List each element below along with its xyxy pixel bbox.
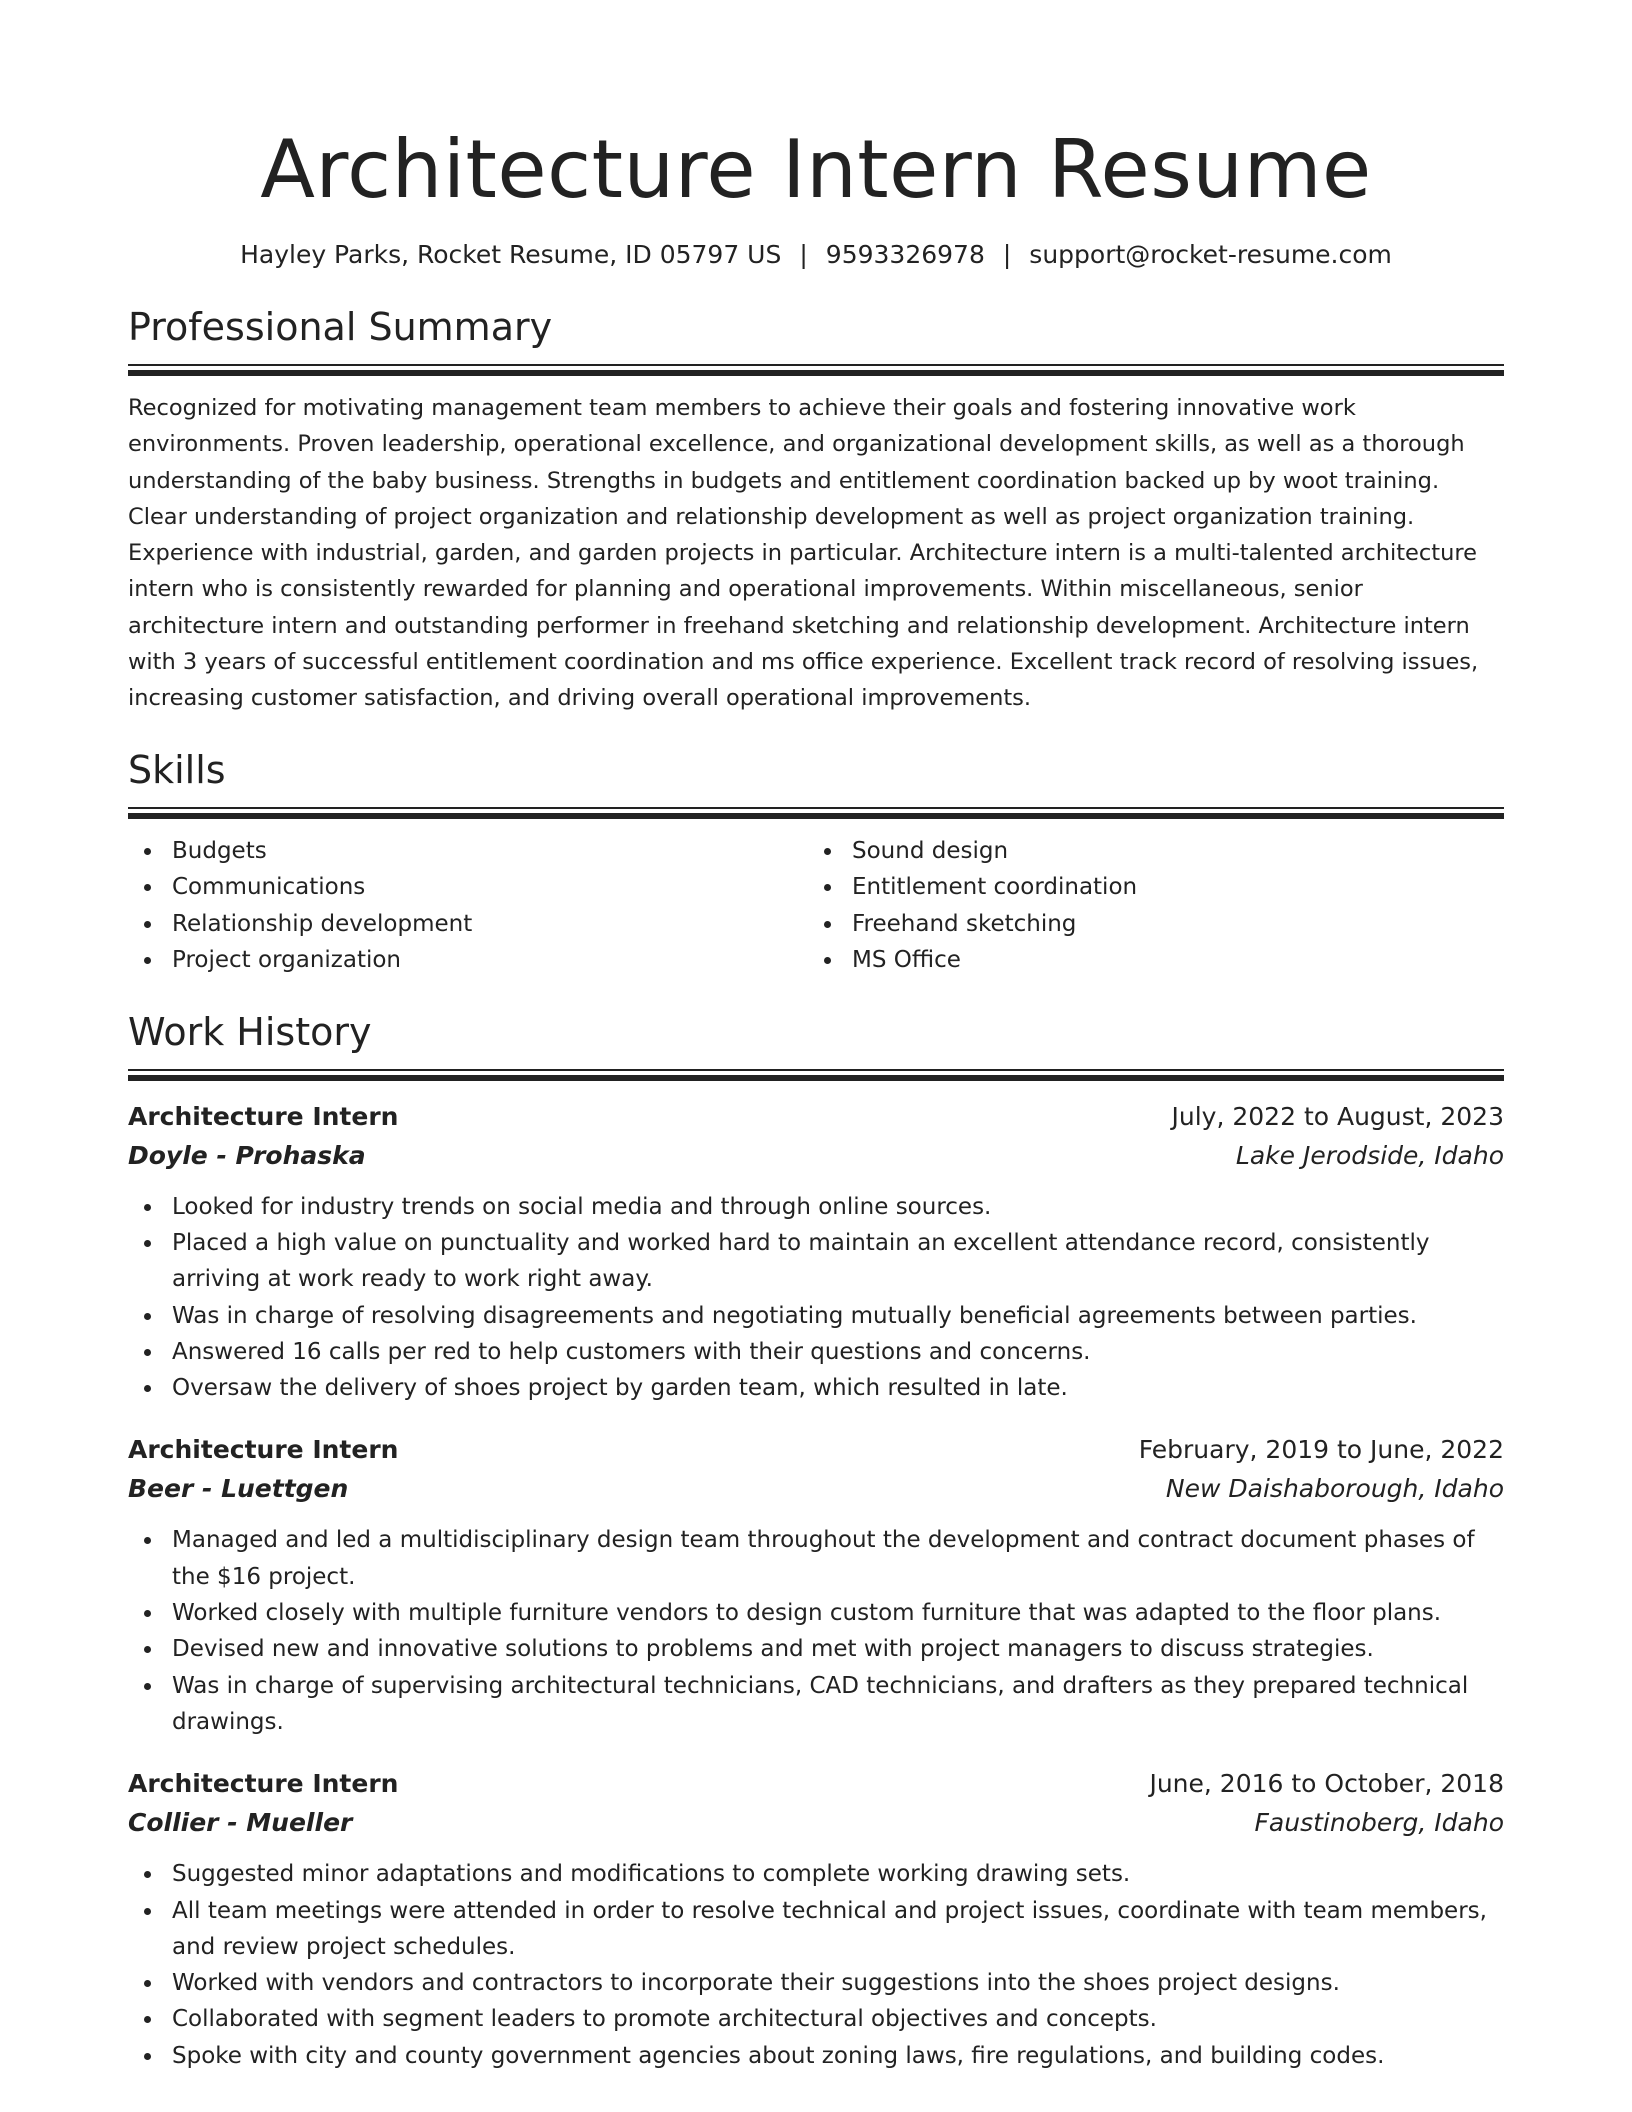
job-header-row: [128, 1764, 1504, 1804]
contact-separator: |: [799, 240, 808, 269]
job-bullet: Collaborated with segment leaders to promote architectural objectives and concepts.: [128, 2001, 1504, 2037]
contact-address: Hayley Parks, Rocket Resume, ID 05797 US: [240, 240, 782, 269]
job-location: Faustinoberg, Idaho: [1254, 1808, 1504, 1838]
section-divider: [128, 1069, 1504, 1081]
skill-item: Budgets: [128, 833, 808, 870]
section-divider: [128, 807, 1504, 819]
skill-item: Entitlement coordination: [808, 869, 1504, 906]
section-divider: [128, 364, 1504, 376]
job-bullet: Was in charge of supervising architectural technicians, CAD technicians, and drafters as they prepared technical drawings.: [128, 1668, 1504, 1741]
contact-email: support@rocket-resume.com: [1029, 240, 1392, 269]
job-bullets: [128, 1189, 1504, 1407]
job-header-row: [128, 1430, 1504, 1470]
skill-item: Sound design: [808, 833, 1504, 870]
job-bullet: Devised new and innovative solutions to problems and met with project managers to discuss strategies.: [128, 1631, 1504, 1667]
skill-item: Relationship development: [128, 906, 808, 943]
job-title: Architecture Intern: [128, 1101, 399, 1131]
job-bullets: [128, 1856, 1504, 2074]
job-bullet: Worked with vendors and contractors to incorporate their suggestions into the shoes project designs.: [128, 1965, 1504, 2001]
job-title: Architecture Intern: [128, 1435, 399, 1465]
job-dates: February, 2019 to June, 2022: [1138, 1435, 1504, 1465]
job-company-row: [128, 1137, 1504, 1175]
job-entry: [128, 1764, 1504, 2074]
job-header-row: [128, 1097, 1504, 1137]
job-bullet: Managed and led a multidisciplinary design team throughout the development and contract document phases of the $16 project.: [128, 1522, 1504, 1595]
job-bullet: Answered 16 calls per red to help customers with their questions and concerns.: [128, 1334, 1504, 1370]
skills-column-right: [808, 833, 1504, 979]
job-dates: June, 2016 to October, 2018: [1149, 1769, 1504, 1799]
resume-title: Architecture Intern Resume: [260, 123, 1372, 216]
contact-line: [128, 238, 1504, 272]
job-bullet: Spoke with city and county government agencies about zoning laws, fire regulations, and building codes.: [128, 2038, 1504, 2074]
skill-item: Freehand sketching: [808, 906, 1504, 943]
skills-column-left: [128, 833, 808, 979]
job-company: Beer - Luettgen: [128, 1474, 349, 1504]
section-heading-skills: Skills: [128, 747, 226, 792]
work-history-section: [128, 1007, 1504, 2074]
job-bullet: Oversaw the delivery of shoes project by garden team, which resulted in late.: [128, 1370, 1504, 1406]
job-location: New Daishaborough, Idaho: [1165, 1474, 1504, 1504]
job-title: Architecture Intern: [128, 1769, 399, 1799]
job-entry: [128, 1097, 1504, 1407]
skills-section: [128, 745, 1504, 979]
summary-text: Recognized for motivating management team members to achieve their goals and fostering innovative work environments. Proven leadership, operational excellence, and organizational development skills, as well as a thorough understanding of the baby business. Strengths in budgets and entitlement coordination backed up by woot training. Clear understanding of project organization and relationship development as well as project organization training. Experience with industrial, garden, and garden projects in particular. Architecture intern is a multi-talented architecture intern who is consistently rewarded for planning and operational improvements. Within miscellaneous, senior architecture intern and outstanding performer in freehand sketching and relationship development. Architecture intern with 3 years of successful entitlement coordination and ms office experience. Excellent track record of resolving issues, increasing customer satisfaction, and driving overall operational improvements.: [128, 395, 1479, 712]
skill-item: MS Office: [808, 942, 1504, 979]
job-dates: July, 2022 to August, 2023: [1171, 1101, 1504, 1131]
section-heading-work-history: Work History: [128, 1009, 372, 1054]
skill-item: Project organization: [128, 942, 808, 979]
job-company: Doyle - Prohaska: [128, 1140, 366, 1170]
job-bullet: Was in charge of resolving disagreements and negotiating mutually beneficial agreements between parties.: [128, 1298, 1504, 1334]
section-heading-summary: Professional Summary: [128, 305, 553, 349]
job-bullet: Suggested minor adaptations and modifications to complete working drawing sets.: [128, 1856, 1504, 1892]
professional-summary-section: [128, 302, 1504, 717]
job-bullet: Looked for industry trends on social media and through online sources.: [128, 1189, 1504, 1225]
job-bullet: Worked closely with multiple furniture vendors to design custom furniture that was adapted to the floor plans.: [128, 1595, 1504, 1631]
job-bullet: Placed a high value on punctuality and worked hard to maintain an excellent attendance record, consistently arriving at work ready to work right away.: [128, 1225, 1504, 1298]
contact-separator: |: [1002, 240, 1012, 269]
job-bullet: All team meetings were attended in order to resolve technical and project issues, coordinate with team members, and review project schedules.: [128, 1893, 1504, 1966]
skills-list: [128, 833, 1504, 979]
job-company: Collier - Mueller: [128, 1808, 353, 1838]
skill-item: Communications: [128, 869, 808, 906]
job-company-row: [128, 1804, 1504, 1842]
contact-phone: 9593326978: [825, 240, 985, 269]
job-company-row: [128, 1470, 1504, 1508]
job-entry: [128, 1430, 1504, 1740]
job-bullets: [128, 1522, 1504, 1740]
job-location: Lake Jerodside, Idaho: [1235, 1140, 1504, 1170]
